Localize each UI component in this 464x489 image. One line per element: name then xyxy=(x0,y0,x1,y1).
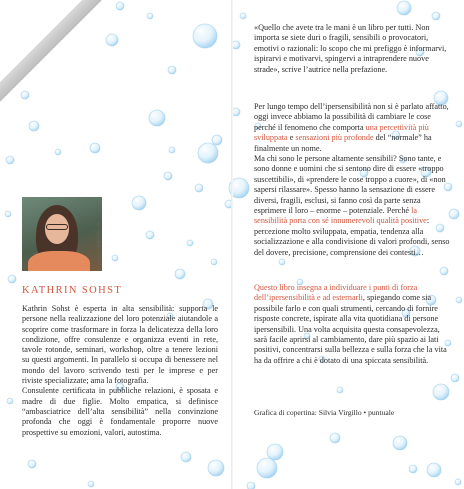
photo-credit: © www.KathrinSohst.de xyxy=(96,221,101,271)
text-span: Ma chi sono le persone altamente sensibili? Sono tante, e sono donne e uomini che si sentono dire di essere «troppo suscettibili», di «prendere le cose troppo a cuore», di «non sapersi rilassare». Spesso hanno la sensazione di essere diversi, fragili, esclusi, si fanno così da parte senza esprimere il loro – enorme – potenziale. Perché xyxy=(254,154,446,216)
water-bubble xyxy=(279,259,285,265)
water-bubble xyxy=(55,149,61,155)
description-block xyxy=(254,102,450,258)
highlight-text: una percettività più sviluppata xyxy=(254,122,429,143)
water-bubble xyxy=(21,91,29,99)
water-bubble xyxy=(175,269,185,279)
water-bubble xyxy=(433,384,449,400)
water-bubble xyxy=(169,147,175,153)
text-span: Per lungo tempo dell’ipersensibilità non si è parlato affatto, oggi invece abbiamo la possibilità di cambiare le cose perché il fenomeno che comporta xyxy=(254,102,449,132)
water-bubble xyxy=(106,34,118,46)
text-span: : percezione molto sviluppata, empatia, tendenza alla socializzazione e alla condivisione di valori profondi, senso del dovere, precisione, comprensione dei contesti… xyxy=(254,216,450,257)
text-span: del “normale” ha finalmente un nome. xyxy=(254,133,432,153)
water-bubble xyxy=(232,41,240,49)
text-span: , spiegando come sia possibile farlo e con quali strumenti, cercando di fornire risposte concrete, ispirate alla vita quotidiana di persone ipersensibili. Una volta acquisita questa consapevolezza, sarà facile aprirsi al cambiamento, dare più spazio ai lati positivi, concentrarsi sulla bellezza e sulla forza che la vita ha da offrire a chi è dotato di una spiccata sensibilità. xyxy=(254,293,447,365)
water-bubble xyxy=(187,240,193,246)
purpose-paragraph xyxy=(254,283,450,366)
author-name: KATHRIN SOHST xyxy=(22,285,123,296)
water-bubble xyxy=(164,172,172,180)
water-bubble xyxy=(397,1,411,15)
water-bubble xyxy=(88,481,94,487)
water-bubble xyxy=(211,259,217,265)
purpose-block xyxy=(254,283,450,366)
text-span: e xyxy=(287,133,296,143)
water-bubble xyxy=(455,479,461,485)
highlight-text: la sensibilità porta con sé innumerevoli qualità positive xyxy=(254,206,427,226)
water-bubble xyxy=(456,121,462,127)
cover-credit: Grafica di copertina: Silvia Virgillo • puntuale xyxy=(254,408,395,417)
bio-paragraph: Consulente certificata in pubbliche relazioni, è sposata e madre di due figlie. Molto empatica, si definisce “ambasciatrice dell’alta sensibilità” nella convinzione profonda che oggi è fondamentale proporre nuove prospettive su emozioni, valori, autostima. xyxy=(22,386,218,437)
water-bubble xyxy=(198,143,218,163)
bio-paragraph: Kathrin Sohst è esperta in alta sensibilità: supporta le persone nella realizzazione del loro potenziale aiutandole a scoprire come trasformare in forza la delicatezza della loro condizione, offre consulenze e organizza eventi in rete, tavole rotonde, seminari, workshop, oltre a tenere lezioni su questi argomenti. In parallelo si occupa di benessere nel mondo del lavoro scrivendo testi per le imprese e per riviste specializzate; ama la fotografia. xyxy=(22,304,218,386)
water-bubble xyxy=(7,398,13,404)
water-bubble xyxy=(432,12,440,20)
water-bubble xyxy=(240,13,246,19)
water-bubble xyxy=(8,275,16,283)
author-photo xyxy=(22,197,102,271)
highlight-text: Questo libro insegna a individuare i punti di forza dell’ipersensibilità e ad esternarli xyxy=(254,283,418,303)
water-bubble xyxy=(29,121,39,131)
water-bubble xyxy=(146,231,154,239)
water-bubble xyxy=(6,156,14,164)
water-bubble xyxy=(232,108,240,116)
quote-text: «Quello che avete tra le mani è un libro per tutti. Non importa se siete duri o fragili, sensibili o provocatori, emotivi o razionali: lo scopo che mi prefiggo è informarvi, ispirarvi e motivarvi, spingervi a intraprendere nuove strade», scrive l’autrice nella prefazione. xyxy=(254,23,447,74)
water-bubble xyxy=(193,24,217,48)
water-bubble xyxy=(393,436,407,450)
water-bubble xyxy=(449,209,459,219)
water-bubble xyxy=(440,267,448,275)
water-bubble xyxy=(147,13,153,19)
highlight-text: sensazioni più profonde xyxy=(295,133,374,143)
water-bubble xyxy=(116,2,124,10)
water-bubble xyxy=(90,143,100,153)
water-bubble xyxy=(208,460,224,476)
author-bio xyxy=(22,304,218,438)
water-bubble xyxy=(337,387,343,393)
water-bubble xyxy=(112,255,118,261)
water-bubble xyxy=(195,184,203,192)
water-bubble xyxy=(257,458,277,478)
water-bubble xyxy=(451,374,459,382)
water-bubble xyxy=(409,465,417,473)
water-bubble xyxy=(456,297,462,303)
water-bubble xyxy=(168,66,176,74)
water-bubble xyxy=(247,482,255,489)
water-bubble xyxy=(427,463,441,477)
water-bubble xyxy=(28,460,36,468)
water-bubble xyxy=(212,135,222,145)
description-paragraph xyxy=(254,154,450,258)
water-bubble xyxy=(132,196,146,210)
book-spine xyxy=(231,0,233,489)
water-bubble xyxy=(149,110,165,126)
water-bubble xyxy=(267,444,283,460)
water-bubble xyxy=(181,452,191,462)
description-paragraph xyxy=(254,102,450,154)
water-bubble xyxy=(5,211,11,217)
water-bubble xyxy=(330,433,340,443)
intro-quote xyxy=(254,23,450,75)
